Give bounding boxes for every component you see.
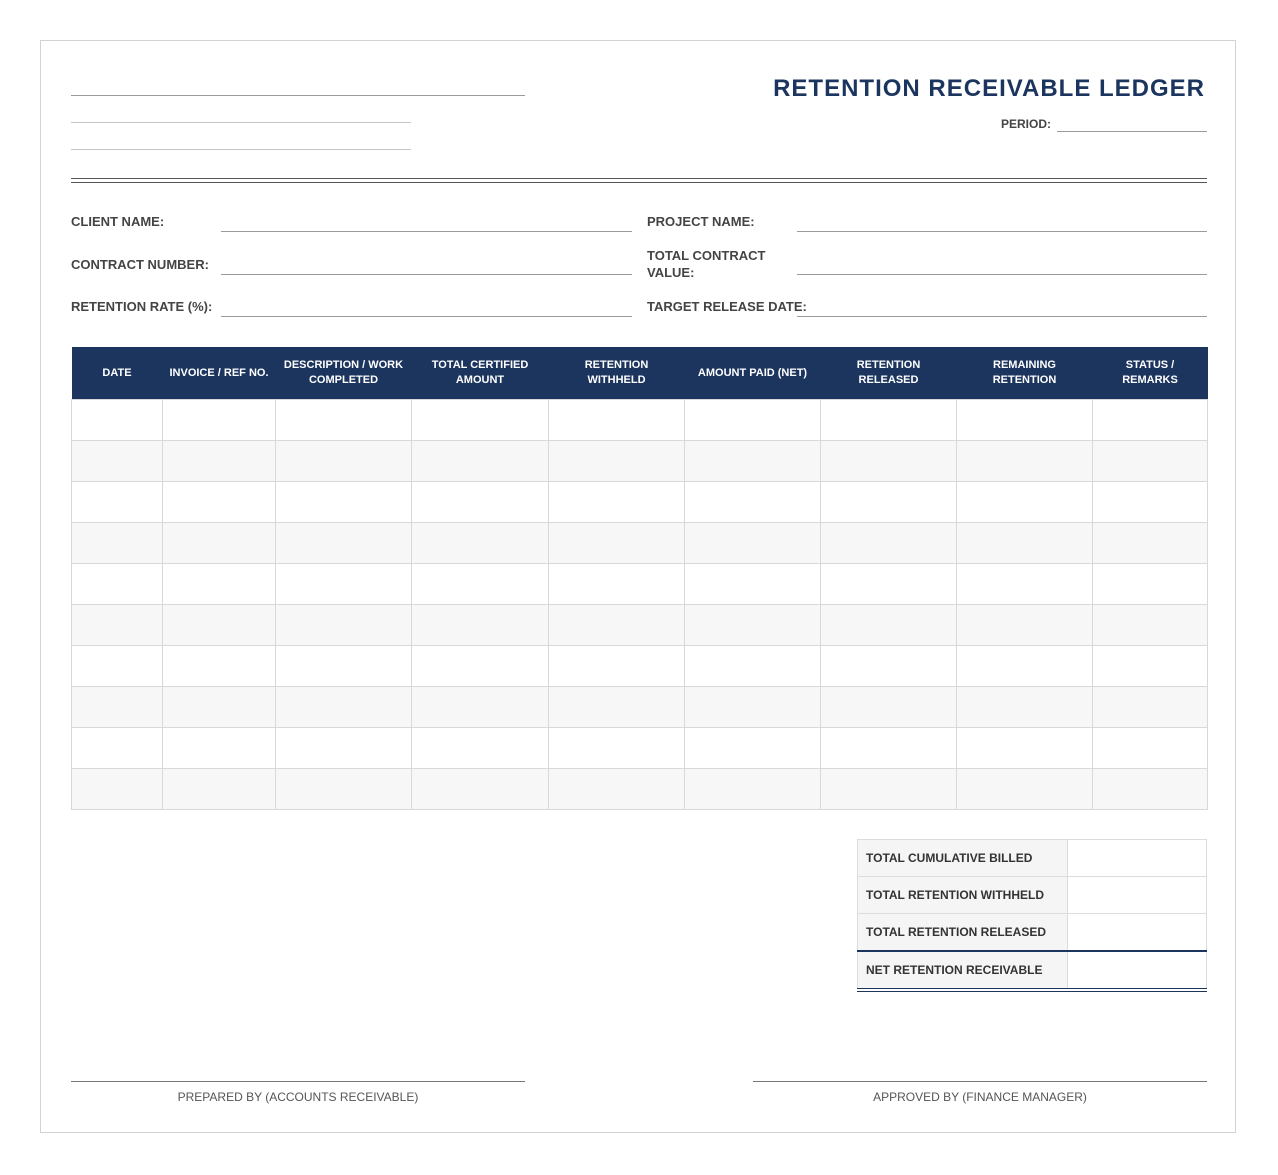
table-cell[interactable] bbox=[72, 564, 163, 605]
table-cell[interactable] bbox=[412, 400, 549, 441]
table-cell[interactable] bbox=[821, 728, 957, 769]
col-header-description: DESCRIPTION / WORK COMPLETED bbox=[276, 347, 412, 400]
table-cell[interactable] bbox=[72, 728, 163, 769]
table-cell[interactable] bbox=[685, 400, 821, 441]
col-header-retention-withheld: RETENTION WITHHELD bbox=[549, 347, 685, 400]
table-cell[interactable] bbox=[276, 523, 412, 564]
target-release-date-field[interactable] bbox=[797, 316, 1207, 317]
table-cell[interactable] bbox=[1093, 523, 1208, 564]
table-row bbox=[72, 441, 1208, 482]
table-row bbox=[72, 400, 1208, 441]
retention-rate-label: RETENTION RATE (%): bbox=[71, 299, 213, 314]
table-cell[interactable] bbox=[685, 605, 821, 646]
table-cell[interactable] bbox=[276, 400, 412, 441]
table-cell[interactable] bbox=[957, 400, 1093, 441]
ledger-header-row bbox=[72, 347, 1208, 400]
project-name-label: PROJECT NAME: bbox=[647, 214, 755, 229]
client-name-label: CLIENT NAME: bbox=[71, 214, 165, 229]
table-cell[interactable] bbox=[412, 441, 549, 482]
summary-row bbox=[858, 840, 1207, 877]
period-label: PERIOD: bbox=[1001, 117, 1052, 131]
table-cell[interactable] bbox=[821, 441, 957, 482]
client-name-field[interactable] bbox=[221, 231, 632, 232]
table-cell[interactable] bbox=[412, 646, 549, 687]
total-contract-value-field[interactable] bbox=[797, 274, 1207, 275]
table-cell[interactable] bbox=[821, 646, 957, 687]
ledger-body bbox=[72, 400, 1208, 810]
table-cell[interactable] bbox=[1093, 605, 1208, 646]
table-cell[interactable] bbox=[276, 564, 412, 605]
table-cell[interactable] bbox=[72, 523, 163, 564]
col-header-remaining-retention: REMAINING RETENTION bbox=[957, 347, 1093, 400]
table-cell[interactable] bbox=[821, 523, 957, 564]
table-cell[interactable] bbox=[1093, 400, 1208, 441]
page-title: RETENTION RECEIVABLE LEDGER bbox=[773, 75, 1205, 102]
total-cumulative-billed-value[interactable] bbox=[1068, 840, 1207, 877]
table-cell[interactable] bbox=[72, 646, 163, 687]
contract-number-field[interactable] bbox=[221, 274, 632, 275]
table-cell[interactable] bbox=[1093, 728, 1208, 769]
table-cell[interactable] bbox=[685, 769, 821, 810]
total-cumulative-billed-label: TOTAL CUMULATIVE BILLED bbox=[858, 840, 1068, 877]
table-cell[interactable] bbox=[72, 605, 163, 646]
table-cell[interactable] bbox=[412, 605, 549, 646]
table-cell[interactable] bbox=[549, 687, 685, 728]
total-retention-released-value[interactable] bbox=[1068, 914, 1207, 952]
table-row bbox=[72, 523, 1208, 564]
table-cell[interactable] bbox=[821, 605, 957, 646]
table-cell[interactable] bbox=[957, 687, 1093, 728]
table-cell[interactable] bbox=[163, 605, 276, 646]
table-cell[interactable] bbox=[821, 482, 957, 523]
table-cell[interactable] bbox=[685, 728, 821, 769]
company-address-line-1[interactable] bbox=[71, 122, 411, 123]
summary-row-net bbox=[858, 951, 1207, 989]
table-row bbox=[72, 482, 1208, 523]
contract-number-label: CONTRACT NUMBER: bbox=[71, 257, 209, 272]
table-cell[interactable] bbox=[685, 482, 821, 523]
col-header-retention-released: RETENTION RELEASED bbox=[821, 347, 957, 400]
table-cell[interactable] bbox=[957, 605, 1093, 646]
table-cell[interactable] bbox=[163, 769, 276, 810]
table-cell[interactable] bbox=[1093, 769, 1208, 810]
table-cell[interactable] bbox=[72, 687, 163, 728]
prepared-by-signature-line[interactable] bbox=[71, 1081, 525, 1082]
table-cell[interactable] bbox=[1093, 441, 1208, 482]
table-cell[interactable] bbox=[685, 646, 821, 687]
table-cell[interactable] bbox=[163, 523, 276, 564]
ledger-page bbox=[40, 40, 1236, 1133]
table-cell[interactable] bbox=[821, 769, 957, 810]
table-cell[interactable] bbox=[549, 482, 685, 523]
table-cell[interactable] bbox=[549, 441, 685, 482]
table-cell[interactable] bbox=[412, 523, 549, 564]
table-cell[interactable] bbox=[276, 728, 412, 769]
table-cell[interactable] bbox=[163, 441, 276, 482]
table-cell[interactable] bbox=[276, 646, 412, 687]
ledger-table bbox=[71, 347, 1208, 810]
table-cell[interactable] bbox=[957, 728, 1093, 769]
table-cell[interactable] bbox=[72, 482, 163, 523]
table-cell[interactable] bbox=[549, 728, 685, 769]
table-cell[interactable] bbox=[276, 441, 412, 482]
total-retention-withheld-value[interactable] bbox=[1068, 877, 1207, 914]
total-retention-released-label: TOTAL RETENTION RELEASED bbox=[858, 914, 1068, 952]
table-row bbox=[72, 769, 1208, 810]
table-cell[interactable] bbox=[412, 769, 549, 810]
table-cell[interactable] bbox=[412, 482, 549, 523]
col-header-invoice-ref: INVOICE / REF NO. bbox=[163, 347, 276, 400]
total-retention-withheld-label: TOTAL RETENTION WITHHELD bbox=[858, 877, 1068, 914]
project-name-field[interactable] bbox=[797, 231, 1207, 232]
table-cell[interactable] bbox=[1093, 564, 1208, 605]
table-cell[interactable] bbox=[821, 564, 957, 605]
col-header-status-remarks: STATUS / REMARKS bbox=[1093, 347, 1208, 400]
table-cell[interactable] bbox=[549, 523, 685, 564]
table-cell[interactable] bbox=[72, 769, 163, 810]
summary-row bbox=[858, 914, 1207, 952]
col-header-amount-paid: AMOUNT PAID (NET) bbox=[685, 347, 821, 400]
table-cell[interactable] bbox=[276, 769, 412, 810]
company-name-line[interactable] bbox=[71, 95, 525, 96]
table-cell[interactable] bbox=[957, 523, 1093, 564]
table-cell[interactable] bbox=[276, 605, 412, 646]
table-row bbox=[72, 687, 1208, 728]
table-cell[interactable] bbox=[412, 687, 549, 728]
table-cell[interactable] bbox=[72, 441, 163, 482]
table-cell[interactable] bbox=[163, 728, 276, 769]
table-cell[interactable] bbox=[72, 400, 163, 441]
table-row bbox=[72, 605, 1208, 646]
summary-double-underline bbox=[857, 988, 1207, 992]
table-cell[interactable] bbox=[549, 564, 685, 605]
period-field[interactable] bbox=[1057, 131, 1207, 132]
table-cell[interactable] bbox=[685, 564, 821, 605]
table-cell[interactable] bbox=[163, 646, 276, 687]
table-cell[interactable] bbox=[163, 687, 276, 728]
table-cell[interactable] bbox=[1093, 646, 1208, 687]
table-cell[interactable] bbox=[549, 400, 685, 441]
summary-table bbox=[857, 839, 1207, 989]
table-cell[interactable] bbox=[163, 400, 276, 441]
net-retention-receivable-value[interactable] bbox=[1068, 951, 1207, 989]
table-row bbox=[72, 728, 1208, 769]
table-cell[interactable] bbox=[276, 687, 412, 728]
approved-by-signature-line[interactable] bbox=[753, 1081, 1207, 1082]
table-cell[interactable] bbox=[957, 441, 1093, 482]
table-cell[interactable] bbox=[821, 400, 957, 441]
retention-rate-field[interactable] bbox=[221, 316, 632, 317]
approved-by-label: APPROVED BY (FINANCE MANAGER) bbox=[873, 1090, 1087, 1104]
table-row bbox=[72, 564, 1208, 605]
net-retention-receivable-label: NET RETENTION RECEIVABLE bbox=[858, 951, 1068, 989]
table-cell[interactable] bbox=[163, 482, 276, 523]
table-cell[interactable] bbox=[685, 441, 821, 482]
target-release-date-label: TARGET RELEASE DATE: bbox=[647, 299, 807, 314]
table-cell[interactable] bbox=[685, 523, 821, 564]
table-cell[interactable] bbox=[412, 728, 549, 769]
col-header-total-certified: TOTAL CERTIFIED AMOUNT bbox=[412, 347, 549, 400]
prepared-by-label: PREPARED BY (ACCOUNTS RECEIVABLE) bbox=[177, 1090, 419, 1104]
summary-row bbox=[858, 877, 1207, 914]
header-divider bbox=[71, 178, 1207, 183]
table-row bbox=[72, 646, 1208, 687]
col-header-date: DATE bbox=[72, 347, 163, 400]
table-cell[interactable] bbox=[1093, 482, 1208, 523]
table-cell[interactable] bbox=[412, 564, 549, 605]
table-cell[interactable] bbox=[957, 769, 1093, 810]
table-cell[interactable] bbox=[163, 564, 276, 605]
table-cell[interactable] bbox=[549, 646, 685, 687]
table-cell[interactable] bbox=[957, 564, 1093, 605]
table-cell[interactable] bbox=[549, 769, 685, 810]
table-cell[interactable] bbox=[1093, 687, 1208, 728]
table-cell[interactable] bbox=[276, 482, 412, 523]
table-cell[interactable] bbox=[685, 687, 821, 728]
company-address-line-2[interactable] bbox=[71, 149, 411, 150]
total-contract-value-label: TOTAL CONTRACT VALUE: bbox=[647, 248, 766, 280]
table-cell[interactable] bbox=[549, 605, 685, 646]
table-cell[interactable] bbox=[957, 646, 1093, 687]
table-cell[interactable] bbox=[821, 687, 957, 728]
table-cell[interactable] bbox=[957, 482, 1093, 523]
